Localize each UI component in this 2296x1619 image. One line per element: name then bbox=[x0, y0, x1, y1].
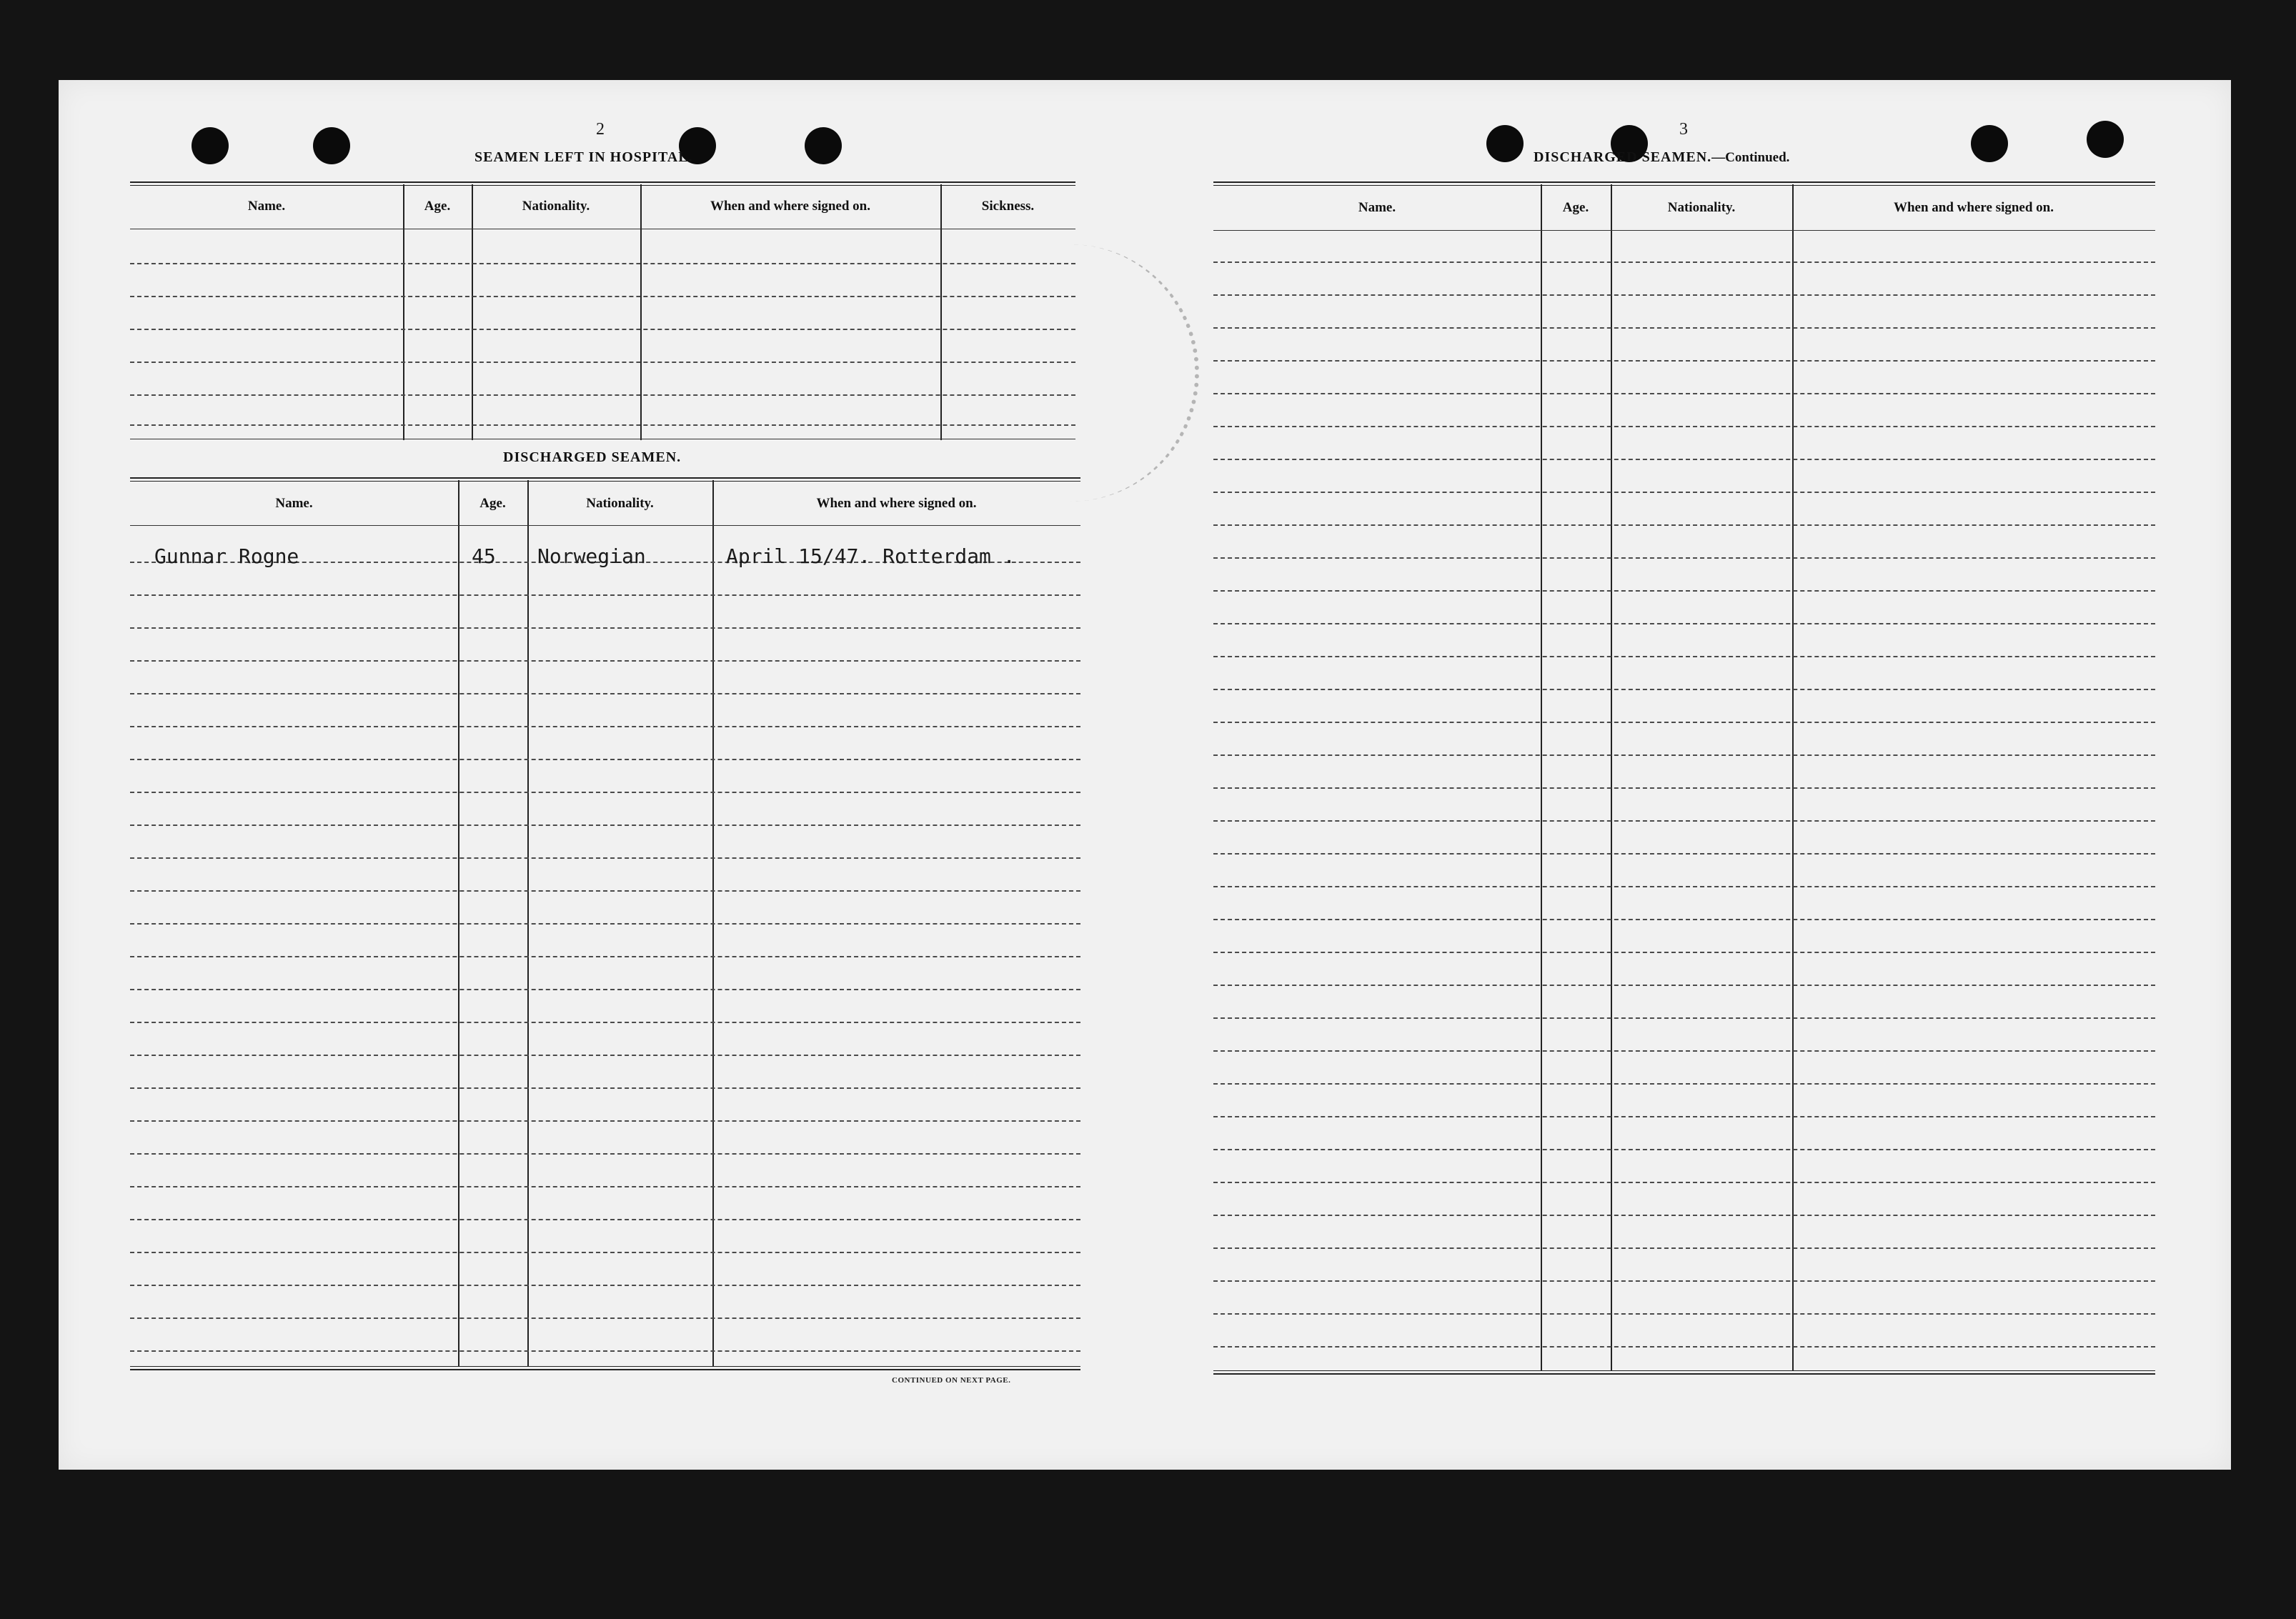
ruled-line bbox=[130, 424, 1075, 426]
ruled-line bbox=[1213, 590, 2155, 592]
table-bottom-rule bbox=[1213, 1370, 2155, 1375]
punch-hole bbox=[805, 127, 842, 164]
column-divider bbox=[640, 184, 642, 440]
ruled-line bbox=[1213, 985, 2155, 986]
ruled-line bbox=[130, 693, 1080, 694]
ruled-line bbox=[1213, 524, 2155, 526]
header-rule bbox=[1213, 230, 2155, 231]
ruled-line bbox=[130, 263, 1075, 264]
column-header-name: Name. bbox=[1358, 200, 1396, 215]
ruled-line bbox=[1213, 557, 2155, 559]
entry-name: Gunnar Rogne bbox=[154, 544, 299, 568]
entry-nationality: Norwegian bbox=[537, 544, 646, 568]
ruled-line bbox=[1213, 853, 2155, 855]
ruled-line bbox=[1213, 261, 2155, 263]
column-header-signed-on: When and where signed on. bbox=[710, 199, 870, 214]
ruled-line bbox=[130, 857, 1080, 859]
ruled-line bbox=[130, 660, 1080, 662]
ruled-line bbox=[1213, 294, 2155, 296]
column-header-nationality: Nationality. bbox=[522, 199, 590, 214]
ruled-line bbox=[1213, 1182, 2155, 1183]
ruled-line bbox=[1213, 787, 2155, 789]
ruled-line bbox=[130, 362, 1075, 363]
ruled-line bbox=[130, 394, 1075, 396]
ruled-line bbox=[130, 726, 1080, 727]
column-header-sickness: Sickness. bbox=[981, 199, 1035, 214]
ruled-line bbox=[130, 825, 1080, 826]
ruled-line bbox=[130, 627, 1080, 629]
ruled-line bbox=[1213, 886, 2155, 887]
entry-signed-on: April 15/47. Rotterdam . bbox=[726, 544, 1015, 568]
ruled-line bbox=[130, 1153, 1080, 1155]
continued-footer: CONTINUED ON NEXT PAGE. bbox=[892, 1376, 1011, 1385]
column-divider bbox=[472, 184, 473, 440]
column-divider bbox=[1792, 184, 1794, 1370]
column-divider bbox=[403, 184, 404, 440]
paper-sheet bbox=[59, 80, 2231, 1470]
hospital-section-title: SEAMEN LEFT IN HOSPITAL. bbox=[474, 149, 693, 165]
punch-hole bbox=[192, 127, 229, 164]
column-divider bbox=[1611, 184, 1612, 1370]
table-bottom-rule bbox=[130, 1366, 1080, 1370]
header-rule bbox=[130, 525, 1080, 526]
ruled-line bbox=[1213, 492, 2155, 493]
column-header-nationality: Nationality. bbox=[586, 496, 654, 511]
ruled-line bbox=[130, 759, 1080, 760]
ruled-line bbox=[130, 1252, 1080, 1253]
column-header-age: Age. bbox=[424, 199, 451, 214]
column-header-signed-on: When and where signed on. bbox=[1893, 200, 2054, 215]
table-top-rule bbox=[1213, 181, 2155, 186]
ruled-line bbox=[1213, 919, 2155, 920]
ruled-line bbox=[130, 792, 1080, 793]
column-header-name: Name. bbox=[275, 496, 313, 511]
ruled-line bbox=[130, 1022, 1080, 1023]
ruled-line bbox=[1213, 1313, 2155, 1315]
left-page-number: 2 bbox=[596, 120, 605, 139]
ruled-line bbox=[130, 296, 1075, 297]
ruled-line bbox=[1213, 327, 2155, 329]
discharged-continued-table bbox=[1213, 181, 2155, 1376]
faint-stamp-mark bbox=[1059, 244, 1199, 502]
ruled-line bbox=[130, 1055, 1080, 1056]
punch-hole bbox=[1971, 125, 2008, 162]
ruled-line bbox=[130, 1087, 1080, 1089]
ruled-line bbox=[1213, 820, 2155, 822]
ruled-line bbox=[130, 1120, 1080, 1122]
ruled-line bbox=[130, 989, 1080, 990]
ruled-line bbox=[130, 1317, 1080, 1319]
ruled-line bbox=[130, 923, 1080, 925]
column-divider bbox=[1541, 184, 1542, 1370]
column-divider bbox=[940, 184, 942, 440]
hospital-table bbox=[130, 181, 1075, 440]
ruled-line bbox=[130, 594, 1080, 596]
table-top-rule bbox=[130, 181, 1075, 186]
ruled-line bbox=[1213, 1083, 2155, 1085]
ruled-line bbox=[130, 1219, 1080, 1220]
ruled-line bbox=[1213, 656, 2155, 657]
ruled-line bbox=[1213, 393, 2155, 394]
ruled-line bbox=[130, 329, 1075, 330]
ruled-line bbox=[1213, 722, 2155, 723]
ruled-line bbox=[130, 956, 1080, 957]
ruled-line bbox=[1213, 426, 2155, 427]
ruled-line bbox=[1213, 754, 2155, 756]
ruled-line bbox=[1213, 1116, 2155, 1117]
ruled-line bbox=[1213, 459, 2155, 460]
ruled-line bbox=[1213, 1247, 2155, 1249]
punch-hole bbox=[313, 127, 350, 164]
punch-hole bbox=[2087, 121, 2124, 158]
ruled-line bbox=[130, 1285, 1080, 1286]
column-header-nationality: Nationality. bbox=[1667, 200, 1736, 215]
ruled-line bbox=[1213, 360, 2155, 362]
ruled-line bbox=[1213, 1050, 2155, 1052]
punch-hole bbox=[1486, 125, 1524, 162]
ruled-line bbox=[130, 1350, 1080, 1352]
table-top-rule bbox=[130, 477, 1080, 482]
column-header-age: Age. bbox=[1562, 200, 1589, 215]
ruled-line bbox=[1213, 1346, 2155, 1347]
ruled-line bbox=[130, 890, 1080, 892]
ruled-line bbox=[130, 1186, 1080, 1187]
column-header-signed-on: When and where signed on. bbox=[816, 496, 977, 511]
right-section-title-continued: —Continued. bbox=[1711, 150, 1790, 165]
right-section-title-main: DISCHARGED SEAMEN. bbox=[1534, 149, 1712, 165]
ruled-line bbox=[1213, 1280, 2155, 1282]
column-header-age: Age. bbox=[479, 496, 506, 511]
ruled-line bbox=[1213, 1017, 2155, 1019]
right-section-title bbox=[1534, 149, 1789, 166]
column-header-name: Name. bbox=[247, 199, 286, 214]
ruled-line bbox=[1213, 1149, 2155, 1150]
discharged-section-title: DISCHARGED SEAMEN. bbox=[503, 449, 682, 465]
ruled-line bbox=[1213, 952, 2155, 953]
entry-age: 45 bbox=[472, 544, 496, 568]
ruled-line bbox=[1213, 689, 2155, 690]
right-page-number: 3 bbox=[1679, 120, 1688, 139]
ruled-line bbox=[1213, 623, 2155, 624]
discharged-table bbox=[130, 477, 1080, 1370]
ruled-line bbox=[1213, 1215, 2155, 1216]
